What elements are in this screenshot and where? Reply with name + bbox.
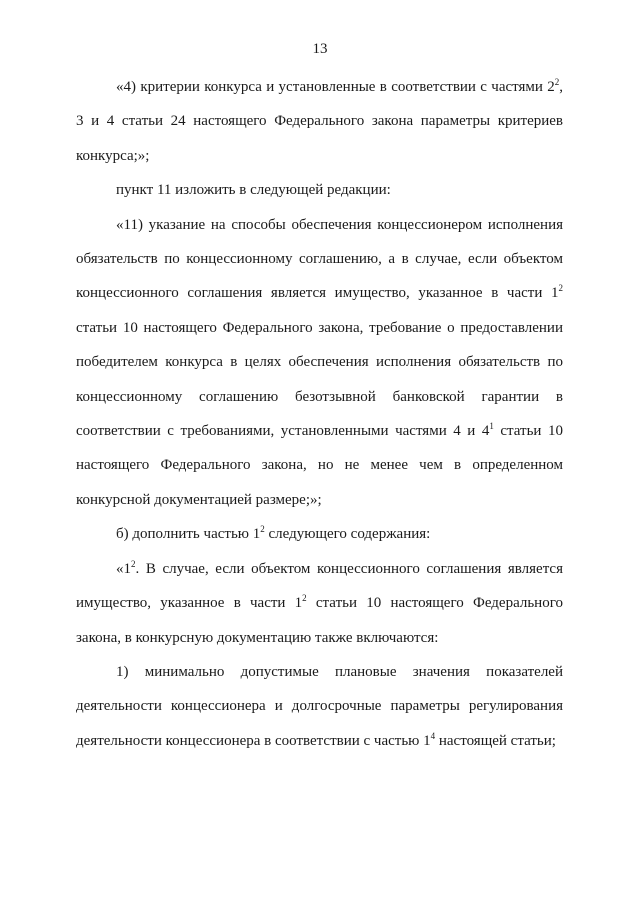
text-segment: статьи 10 настоящего Федерального закона, требование о предоставлении победителем конкурса в целях обеспечения исполнения обязательств по концессионному соглашению безотзывной банковской гарантии в соответствии с требованиями, установленными частями 4 и 4 [76,319,563,440]
text-segment: «11) указание на способы обеспечения концессионером исполнения обязательств по концессионному соглашению, а в случае, если объектом концессионного соглашения является имущество, указанное в части 1 [76,216,563,302]
paragraph [76,552,563,655]
paragraph [76,208,563,518]
superscript: 2 [131,558,136,569]
paragraph [76,173,563,207]
superscript: 2 [558,283,563,294]
text-segment: «4) критерии конкурса и установленные в соответствии с частями 2 [116,79,555,95]
superscript: 2 [554,77,560,87]
text-segment: следующего содержания: [264,526,431,543]
text-segment: , 3 и 4 статьи 24 настоящего Федерального закона параметры критериев конкурса;»; [76,79,563,164]
superscript: 1 [489,421,494,432]
text-segment: пункт 11 изложить в следующей редакции: [116,182,391,199]
document-body [76,70,563,758]
paragraph [76,70,563,173]
text-segment: 1) минимально допустимые плановые значения показателей деятельности концессионера и долгосрочные параметры регулирования деятельности концессионера в соответствии с частью 1 [76,663,563,749]
text-segment: «1 [116,560,131,577]
superscript: 2 [260,524,265,535]
page-number: 13 [312,41,328,57]
text-segment: статьи 10 настоящего Федерального закона, в конкурсную документацию также включаются: [76,595,563,646]
paragraph [76,517,563,551]
paragraph [76,655,563,758]
text-segment: б) дополнить частью 1 [116,526,261,543]
text-segment: . В случае, если объектом концессионного соглашения является имущество, указанное в части 1 [76,560,563,612]
text-segment: статьи 10 настоящего Федерального закона, но не менее чем в определенном конкурсной документацией размере;»; [76,423,563,508]
text-segment: настоящей статьи; [435,732,556,749]
superscript: 2 [302,593,307,604]
superscript: 4 [430,730,436,741]
